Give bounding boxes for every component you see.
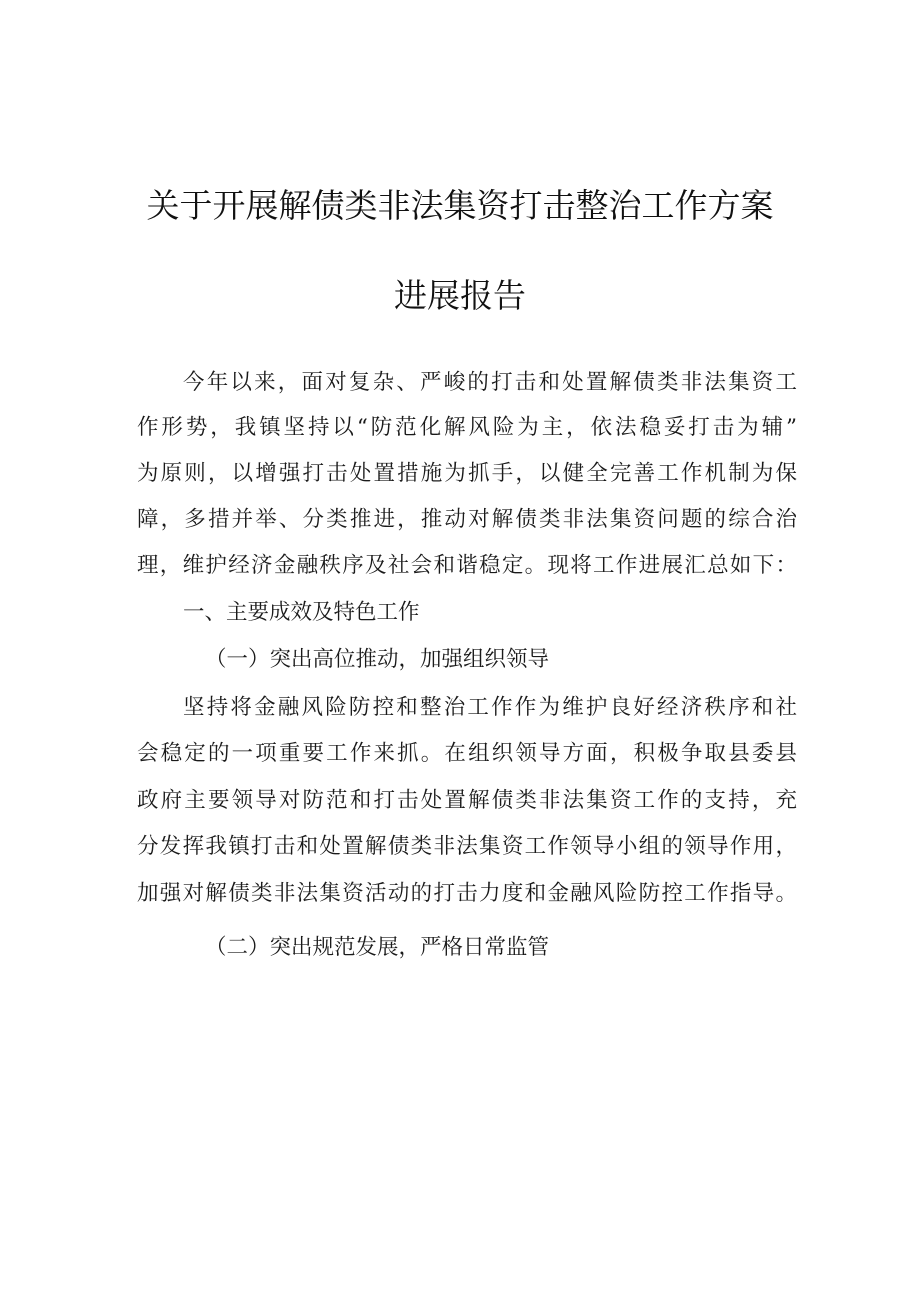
document-title-line-1: 关于开展解债类非法集资打击整治工作方案 (146, 186, 774, 225)
intro-paragraph-line: 为原则，以增强打击处置措施为抓手，以健全完善工作机制为保 (137, 461, 797, 486)
body-paragraph-line: 加强对解债类非法集资活动的打击力度和金融风险防控工作指导。 (137, 881, 797, 906)
intro-paragraph-line: 理，维护经济金融秩序及社会和谐稳定。现将工作进展汇总如下： (137, 553, 797, 578)
body-paragraph-line: 坚持将金融风险防控和整治工作作为维护良好经济秩序和社 (183, 695, 797, 720)
intro-paragraph-line: 作形势，我镇坚持以“防范化解风险为主，依法稳妥打击为辅” (137, 415, 797, 440)
body-paragraph-line: 政府主要领导对防范和打击处置解债类非法集资工作的支持，充 (137, 788, 797, 813)
body-paragraph-line: 会稳定的一项重要工作来抓。在组织领导方面，积极争取县委县 (137, 741, 797, 766)
intro-paragraph-line: 今年以来，面对复杂、严峻的打击和处置解债类非法集资工 (183, 370, 797, 395)
section-heading: 一、主要成效及特色工作 (183, 600, 420, 625)
intro-paragraph-line: 障，多措并举、分类推进，推动对解债类非法集资问题的综合治 (137, 507, 797, 532)
subsection-heading: （一）突出高位推动，加强组织领导 (205, 647, 550, 672)
subsection-heading: （二）突出规范发展，严格日常监管 (205, 935, 550, 960)
document-title-line-2: 进展报告 (394, 276, 526, 315)
body-paragraph-line: 分发挥我镇打击和处置解债类非法集资工作领导小组的领导作用， (137, 834, 797, 859)
